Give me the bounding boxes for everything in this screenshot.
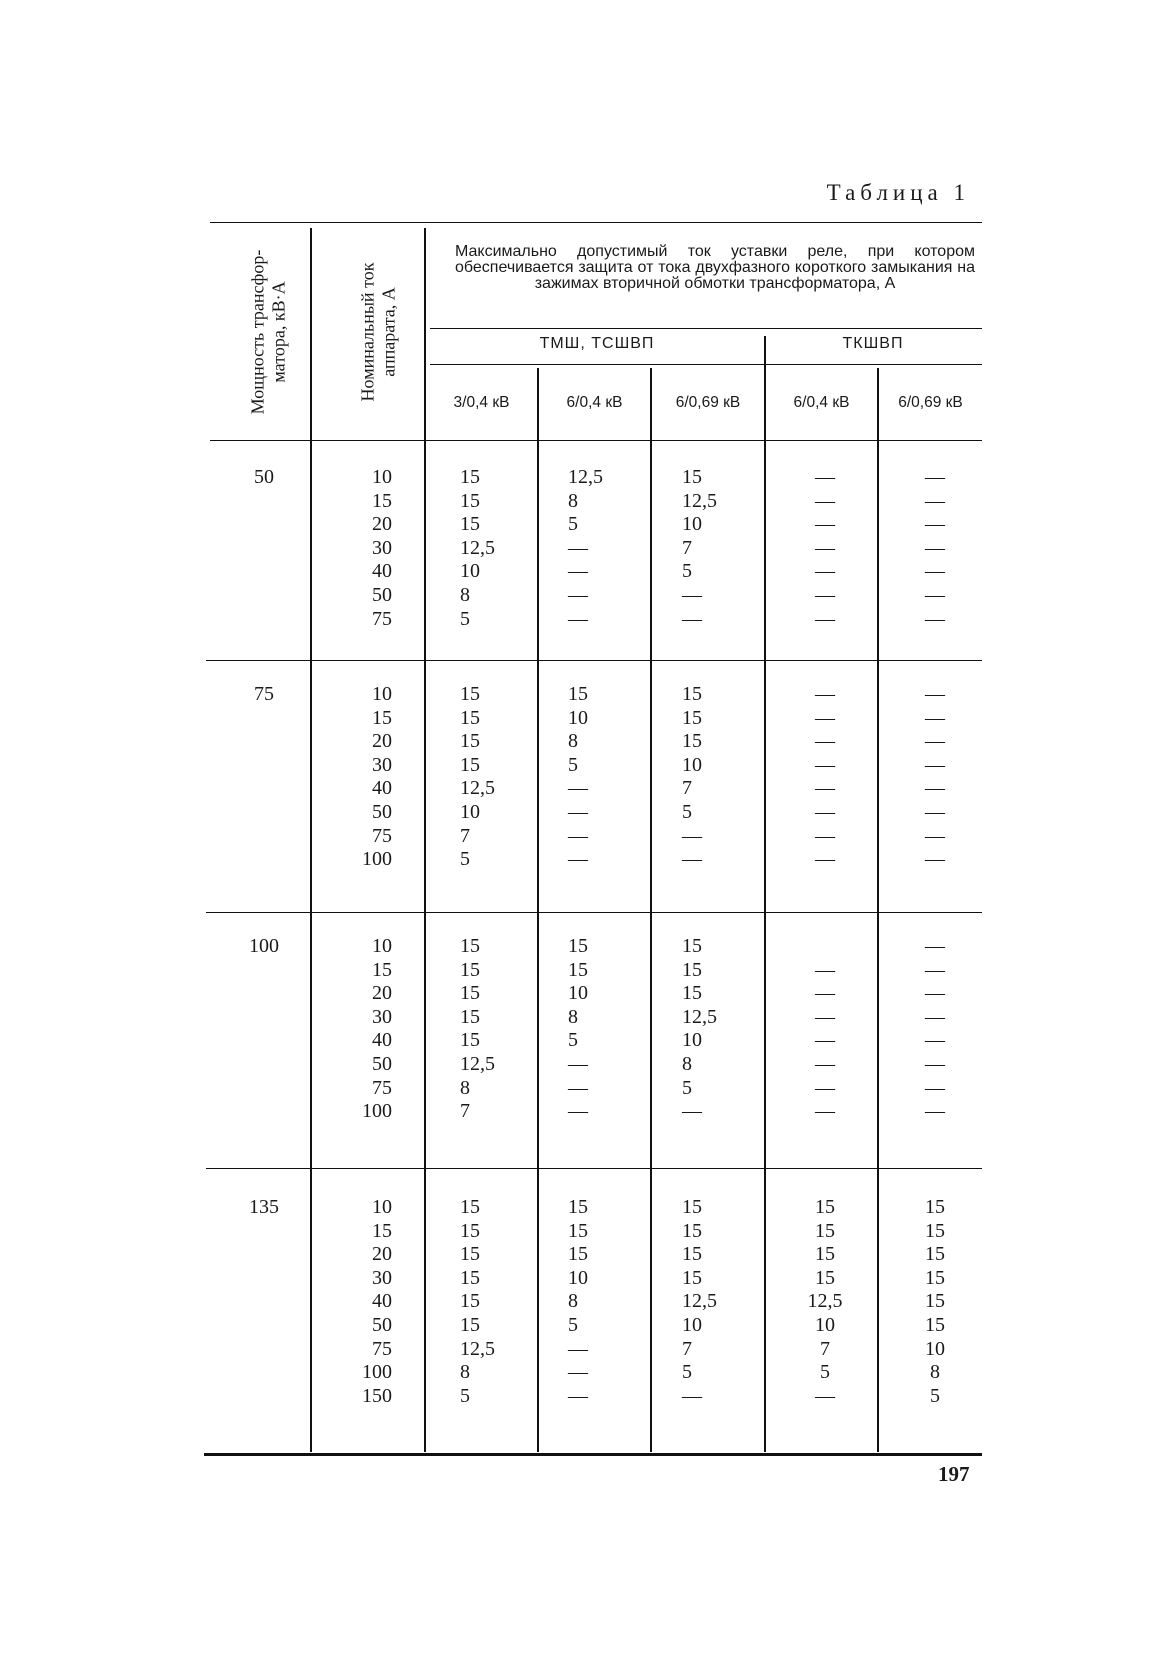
table-cell: — xyxy=(815,536,835,559)
table-cell: — xyxy=(925,1100,945,1123)
table-cell: 30 xyxy=(372,1266,392,1289)
table-cell: — xyxy=(815,730,835,753)
table-cell: — xyxy=(568,560,588,583)
table-cell: 15 xyxy=(925,1313,945,1336)
table-cell: — xyxy=(815,489,835,512)
table-cell: — xyxy=(925,513,945,536)
table-cell: — xyxy=(568,607,588,630)
table-cell: 15 xyxy=(682,683,702,705)
table-cell: 10 xyxy=(568,982,588,1005)
table-cell: 15 xyxy=(372,489,392,512)
table-cell: — xyxy=(925,1029,945,1052)
table-cell: 15 xyxy=(682,1243,702,1266)
table-cell: 30 xyxy=(372,1005,392,1028)
block-75-col-power xyxy=(228,683,300,707)
table-cell xyxy=(790,935,860,959)
table-cell: 5 xyxy=(682,560,692,583)
table-cell: 12,5 xyxy=(460,1052,495,1075)
header-bottom-rule xyxy=(210,440,982,441)
table-cell: 15 xyxy=(815,1219,835,1242)
table-cell: 15 xyxy=(568,1196,588,1218)
block-rule-2 xyxy=(206,912,982,913)
table-cell: 50 xyxy=(372,583,392,606)
table-cell: — xyxy=(815,513,835,536)
block-135-col-power xyxy=(228,1196,300,1220)
volt-c4: 6/0,4 кВ xyxy=(793,394,850,411)
table-cell: — xyxy=(815,1029,835,1052)
table-cell: 15 xyxy=(568,935,588,957)
table-cell: — xyxy=(568,777,588,800)
table-cell: 10 xyxy=(460,800,480,823)
table-cell: 100 xyxy=(362,1100,392,1123)
table-cell: — xyxy=(815,1005,835,1028)
table-cell: — xyxy=(568,1100,588,1123)
table-cell: — xyxy=(815,1052,835,1075)
header-power-line2: матора, кВ·А xyxy=(268,281,289,383)
block-50-col-c2 xyxy=(568,466,638,631)
table-cell: — xyxy=(815,982,835,1005)
block-50-col-c4 xyxy=(790,466,860,631)
table-cell: — xyxy=(925,777,945,800)
table-cell: 20 xyxy=(372,730,392,753)
table-cell: 15 xyxy=(682,730,702,753)
table-cell: — xyxy=(682,1100,702,1123)
header-power xyxy=(228,228,308,436)
table-cell: 15 xyxy=(682,706,702,729)
vrule-c3 xyxy=(764,336,766,1452)
table-cell: 15 xyxy=(372,706,392,729)
table-cell: 7 xyxy=(460,824,470,847)
table-cell: 15 xyxy=(460,1243,480,1266)
table-cell: 7 xyxy=(682,1337,692,1360)
table-cell: 15 xyxy=(460,683,480,705)
table-cell: 75 xyxy=(372,607,392,630)
table-cell: 7 xyxy=(460,1100,470,1123)
table-cell: 15 xyxy=(568,1243,588,1266)
block-50-col-c3 xyxy=(682,466,752,631)
block-100-col-c2 xyxy=(568,935,638,1124)
block-50-col-c1 xyxy=(460,466,530,631)
power-value: 75 xyxy=(254,683,274,705)
table-cell: 15 xyxy=(925,1219,945,1242)
table-cell: — xyxy=(925,536,945,559)
table-cell: 10 xyxy=(682,753,702,776)
table-cell: 40 xyxy=(372,777,392,800)
table-cell: — xyxy=(568,800,588,823)
table-cell: 30 xyxy=(372,753,392,776)
block-100-col-power xyxy=(228,935,300,959)
table-cell: 15 xyxy=(460,1219,480,1242)
table-cell: — xyxy=(815,824,835,847)
table-cell: 15 xyxy=(925,1266,945,1289)
table-cell: 15 xyxy=(568,958,588,981)
table-cell: 15 xyxy=(815,1266,835,1289)
table-cell: 10 xyxy=(372,683,392,705)
block-50-col-c5 xyxy=(900,466,970,631)
table-cell: 5 xyxy=(460,1384,470,1407)
table-cell: 30 xyxy=(372,536,392,559)
block-50-col-power xyxy=(228,466,300,490)
table-cell: 15 xyxy=(460,730,480,753)
table-cell: — xyxy=(815,1076,835,1099)
table-cell: 50 xyxy=(372,800,392,823)
block-100-col-c3 xyxy=(682,935,752,1124)
table-cell: — xyxy=(925,1005,945,1028)
table-cell: 10 xyxy=(568,1266,588,1289)
block-50-col-rated xyxy=(330,466,392,631)
table-cell: — xyxy=(925,683,945,705)
table-cell: 12,5 xyxy=(682,1005,717,1028)
header-rated xyxy=(336,228,420,436)
table-cell: — xyxy=(815,607,835,630)
table-cell: — xyxy=(568,1076,588,1099)
table-cell: — xyxy=(568,1052,588,1075)
table-cell: — xyxy=(925,1076,945,1099)
block-75-col-c3 xyxy=(682,683,752,872)
block-135-col-c3 xyxy=(682,1196,752,1408)
table-cell: — xyxy=(925,800,945,823)
table-cell: 8 xyxy=(568,1005,578,1028)
table-cell: 15 xyxy=(682,466,702,488)
table-cell: 15 xyxy=(460,1005,480,1028)
table-cell: 7 xyxy=(820,1337,830,1360)
table-cell: 100 xyxy=(362,848,392,871)
block-75-col-c1 xyxy=(460,683,530,872)
table-cell: 40 xyxy=(372,1029,392,1052)
table-cell: 15 xyxy=(460,1196,480,1218)
table-cell: — xyxy=(682,1384,702,1407)
table-cell: 5 xyxy=(568,753,578,776)
table-cell: — xyxy=(568,583,588,606)
table-cell: 8 xyxy=(460,1076,470,1099)
table-cell: 15 xyxy=(925,1243,945,1266)
table-cell: 12,5 xyxy=(807,1290,843,1313)
table-cell: — xyxy=(925,935,945,957)
table-cell: 15 xyxy=(460,982,480,1005)
table-cell: 10 xyxy=(568,706,588,729)
block-135-col-c1 xyxy=(460,1196,530,1408)
block-75-col-c4 xyxy=(790,683,860,872)
table-cell: 5 xyxy=(930,1384,940,1407)
table-cell: — xyxy=(815,1384,835,1407)
group-tmsh: ТМШ, ТСШВП xyxy=(539,335,655,352)
table-cell: 8 xyxy=(568,489,578,512)
table-cell: — xyxy=(815,560,835,583)
table-cell: — xyxy=(925,706,945,729)
table-cell: 12,5 xyxy=(682,489,717,512)
table-cell: — xyxy=(815,683,835,705)
block-135-col-c2 xyxy=(568,1196,638,1408)
block-rule-3 xyxy=(206,1168,982,1169)
table-cell: 15 xyxy=(925,1290,945,1313)
block-100-col-c5 xyxy=(900,935,970,1124)
table-cell: 8 xyxy=(568,1290,578,1313)
table-cell: — xyxy=(568,1337,588,1360)
block-75-col-c5 xyxy=(900,683,970,872)
volt-c1: 3/0,4 кВ xyxy=(453,394,510,411)
table-cell: — xyxy=(815,1100,835,1123)
table-cell: 100 xyxy=(362,1361,392,1384)
table-cell: — xyxy=(682,583,702,606)
table-cell: 15 xyxy=(460,1313,480,1336)
table-cell: 15 xyxy=(682,958,702,981)
table-cell: 10 xyxy=(372,1196,392,1218)
block-100-col-rated xyxy=(330,935,392,1124)
table-cell: 10 xyxy=(372,935,392,957)
vrule-c2 xyxy=(650,368,652,1452)
table-caption: Таблица 1 xyxy=(826,180,970,205)
table-top-rule xyxy=(210,222,982,223)
table-cell: 20 xyxy=(372,513,392,536)
table-cell: 15 xyxy=(815,1243,835,1266)
table-cell: 15 xyxy=(460,1266,480,1289)
header-main: Максимально допустимый ток уставки реле, при котором обеспечивается защита от тока двухфазного короткого замыкания на зажимах вторичной обмотки трансформатора, А xyxy=(455,243,975,292)
table-cell: 7 xyxy=(682,777,692,800)
table-cell: 15 xyxy=(460,753,480,776)
table-cell: 5 xyxy=(568,1029,578,1052)
header-rated-line1: Номинальный ток xyxy=(357,262,378,402)
page-number: 197 xyxy=(938,1462,970,1486)
table-cell: 15 xyxy=(372,958,392,981)
table-cell: — xyxy=(815,848,835,871)
table-cell: — xyxy=(682,848,702,871)
table-cell: 5 xyxy=(568,1313,578,1336)
table-cell: 10 xyxy=(460,560,480,583)
block-100-col-c4 xyxy=(790,935,860,1124)
table-cell: 10 xyxy=(925,1337,945,1360)
block-135-col-rated xyxy=(330,1196,392,1408)
table-cell: — xyxy=(568,1384,588,1407)
block-135-col-c4 xyxy=(790,1196,860,1408)
table-cell: 75 xyxy=(372,1337,392,1360)
table-cell: 12,5 xyxy=(568,466,603,488)
table-cell: 10 xyxy=(682,1029,702,1052)
table-cell: 5 xyxy=(460,848,470,871)
header-rule-2 xyxy=(430,364,982,365)
table-cell: 5 xyxy=(682,800,692,823)
table-cell: 10 xyxy=(372,466,392,488)
table-cell: 15 xyxy=(372,1219,392,1242)
table-cell: 15 xyxy=(460,958,480,981)
table-cell: 40 xyxy=(372,1290,392,1313)
table-cell: — xyxy=(568,536,588,559)
table-cell: 7 xyxy=(682,536,692,559)
table-cell: — xyxy=(568,848,588,871)
table-cell: — xyxy=(925,607,945,630)
table-cell: — xyxy=(815,583,835,606)
table-bottom-rule xyxy=(204,1453,982,1456)
power-value: 135 xyxy=(249,1196,279,1218)
table-cell: — xyxy=(815,800,835,823)
table-cell: — xyxy=(925,848,945,871)
table-cell: 15 xyxy=(682,1219,702,1242)
table-cell: 15 xyxy=(460,935,480,957)
table-cell: 12,5 xyxy=(460,777,495,800)
table-cell: 15 xyxy=(682,982,702,1005)
block-75-col-c2 xyxy=(568,683,638,872)
group-tkshvp: ТКШВП xyxy=(842,335,904,352)
table-cell: 12,5 xyxy=(460,536,495,559)
table-cell: 5 xyxy=(568,513,578,536)
block-135-col-c5 xyxy=(900,1196,970,1408)
volt-c5: 6/0,69 кВ xyxy=(898,394,963,411)
table-cell: — xyxy=(925,1052,945,1075)
table-cell: 20 xyxy=(372,982,392,1005)
table-cell: 15 xyxy=(682,1266,702,1289)
table-cell: 150 xyxy=(362,1384,392,1407)
table-cell: 50 xyxy=(372,1313,392,1336)
table-cell: 5 xyxy=(820,1361,830,1384)
table-cell: 8 xyxy=(460,583,470,606)
block-rule-1 xyxy=(206,660,982,661)
table-cell: 8 xyxy=(930,1361,940,1384)
table-cell: 12,5 xyxy=(682,1290,717,1313)
table-cell: — xyxy=(925,982,945,1005)
power-value: 100 xyxy=(249,935,279,957)
table-cell: 10 xyxy=(815,1313,835,1336)
table-cell: 15 xyxy=(925,1196,945,1218)
vrule-c4 xyxy=(877,368,879,1452)
table-cell: 12,5 xyxy=(460,1337,495,1360)
table-cell: 15 xyxy=(568,683,588,705)
table-cell: 5 xyxy=(682,1361,692,1384)
table-cell: — xyxy=(815,706,835,729)
table-cell: — xyxy=(925,560,945,583)
table-cell: — xyxy=(682,824,702,847)
vrule-power xyxy=(310,228,312,1452)
table-cell: 8 xyxy=(568,730,578,753)
table-cell: — xyxy=(815,466,835,488)
table-cell: 5 xyxy=(460,607,470,630)
table-cell: 8 xyxy=(460,1361,470,1384)
table-cell: 15 xyxy=(815,1196,835,1218)
power-value: 50 xyxy=(254,466,274,488)
table-cell: 15 xyxy=(460,513,480,536)
volt-c3: 6/0,69 кВ xyxy=(675,394,741,411)
table-cell: — xyxy=(925,958,945,981)
table-cell: — xyxy=(815,777,835,800)
table-cell: — xyxy=(925,824,945,847)
table-cell: — xyxy=(925,583,945,606)
table-cell: 15 xyxy=(460,1290,480,1313)
table-cell: 5 xyxy=(682,1076,692,1099)
table-cell: — xyxy=(815,958,835,981)
table-cell: 20 xyxy=(372,1243,392,1266)
table-cell: 15 xyxy=(460,466,480,488)
block-75-col-rated xyxy=(330,683,392,872)
table-cell: 75 xyxy=(372,824,392,847)
block-100-col-c1 xyxy=(460,935,530,1124)
table-cell: — xyxy=(925,730,945,753)
header-power-line1: Мощность трансфор- xyxy=(247,249,268,415)
header-rated-line2: аппарата, А xyxy=(378,287,399,377)
table-cell: 15 xyxy=(568,1219,588,1242)
table-cell: 75 xyxy=(372,1076,392,1099)
table-cell: — xyxy=(568,824,588,847)
table-cell: 50 xyxy=(372,1052,392,1075)
table-cell: 8 xyxy=(682,1052,692,1075)
table-cell: — xyxy=(925,753,945,776)
table-cell: — xyxy=(925,489,945,512)
table-cell: — xyxy=(682,607,702,630)
volt-c2: 6/0,4 кВ xyxy=(566,394,623,411)
table-cell: 10 xyxy=(682,1313,702,1336)
table-cell: 40 xyxy=(372,560,392,583)
header-rule-1 xyxy=(430,328,982,329)
table-cell: — xyxy=(925,466,945,488)
table-cell: 15 xyxy=(682,935,702,957)
table-cell: 10 xyxy=(682,513,702,536)
table-cell: — xyxy=(568,1361,588,1384)
table-cell: 15 xyxy=(460,706,480,729)
table-cell: 15 xyxy=(682,1196,702,1218)
table-cell: 15 xyxy=(460,1029,480,1052)
table-cell: — xyxy=(815,753,835,776)
table-cell: 15 xyxy=(460,489,480,512)
vrule-c1 xyxy=(537,368,539,1452)
